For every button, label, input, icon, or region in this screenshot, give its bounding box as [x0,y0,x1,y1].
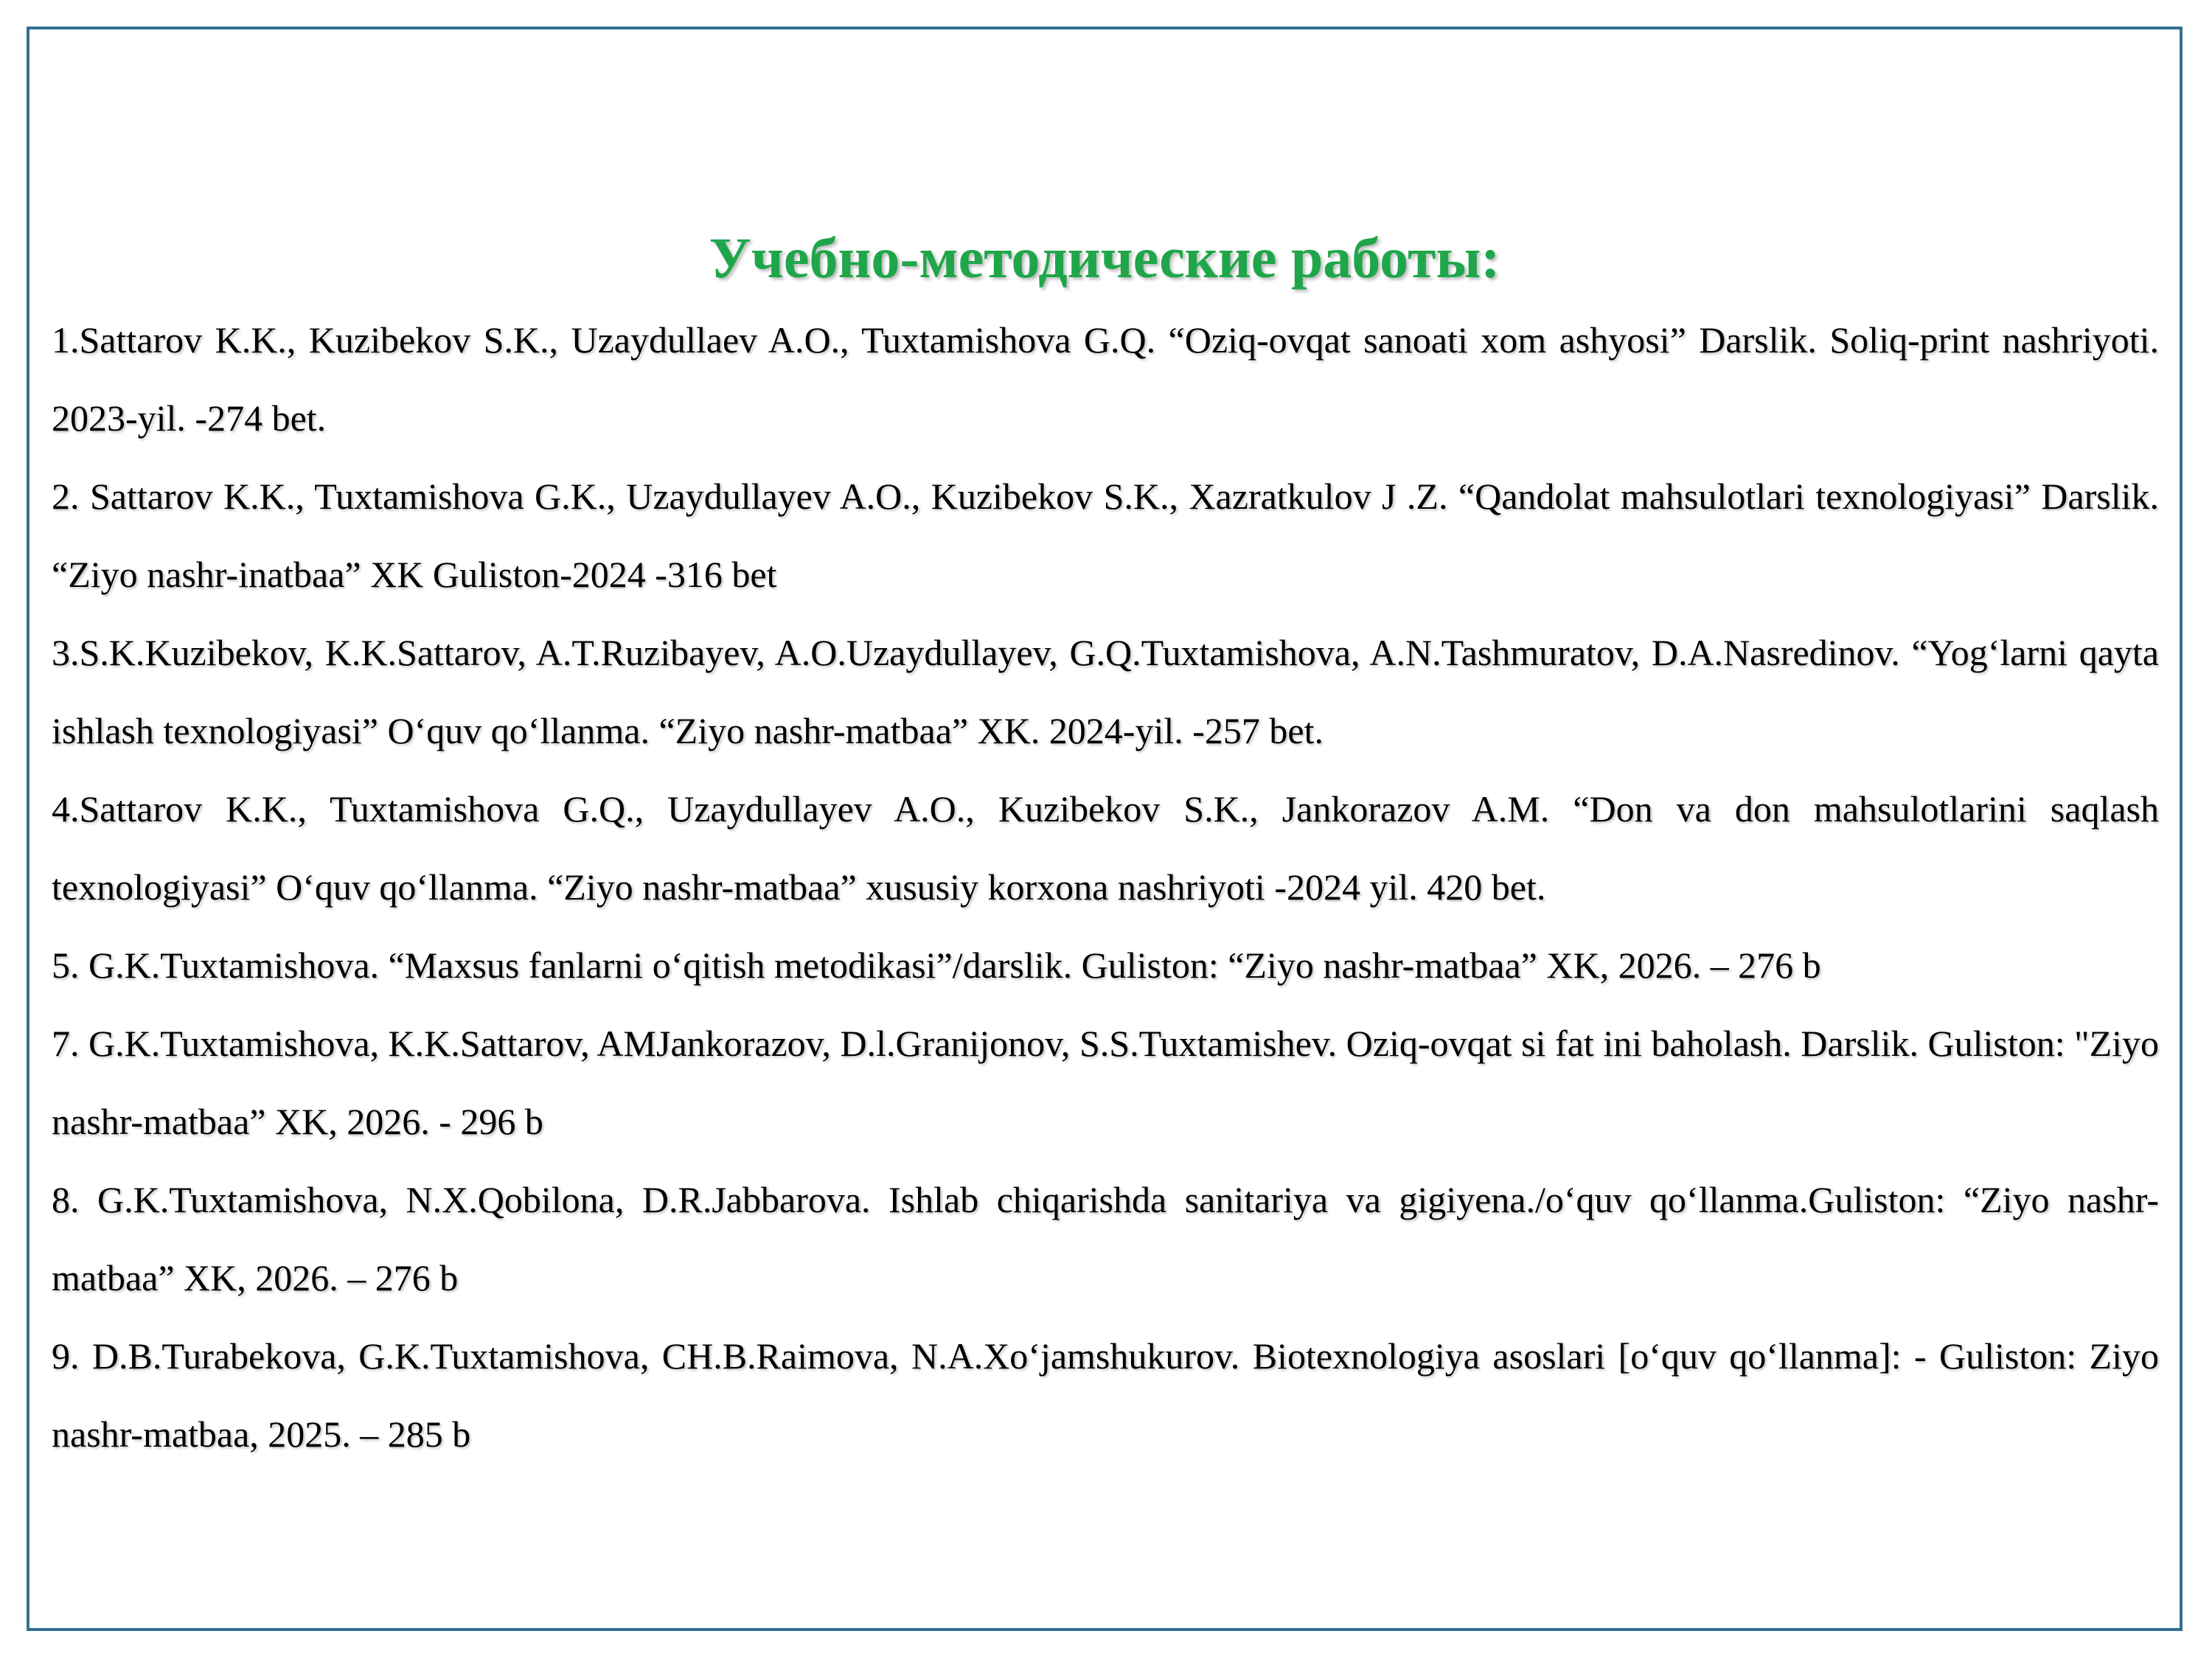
reference-item: 3.S.K.Kuzibekov, K.K.Sattarov, A.T.Ruzibayev, A.O.Uzaydullayev, G.Q.Tuxtamishova, A.N.Tashmuratov, D.A.Nasredinov. “Yog‘larni qayta ishlash texnologiyasi” O‘quv qo‘llanma. “Ziyo nashr-matbaa” XK. 2024-yil. -257 bet. [52,632,2159,751]
reference-item: 1.Sattarov K.K., Kuzibekov S.K., Uzaydullaev A.O., Tuxtamishova G.Q. “Oziq-ovqat sanoati xom ashyosi” Darslik. Soliq-print nashriyoti. 2023-yil. -274 bet. [52,319,2159,439]
reference-item: 5. G.K.Tuxtamishova. “Maxsus fanlarni o‘qitish metodikasi”/darslik. Guliston: “Ziyo nashr-matbaa” XK, 2026. – 276 b [52,945,1821,986]
slide-frame [27,27,2183,1631]
reference-item: 2. Sattarov K.K., Tuxtamishova G.K., Uzaydullayev A.O., Kuzibekov S.K., Xazratkulov J .Z. “Qandolat mahsulotlari texnologiyasi” Darslik. “Ziyo nashr-inatbaa” XK Guliston-2024 -316 bet [52,476,2159,595]
reference-item: 7. G.K.Tuxtamishova, K.K.Sattarov, AMJankorazov, D.l.Granijonov, S.S.Tuxtamishev. Oziq-ovqat si fat ini baholash. Darslik. Guliston: "Ziyo nashr-matbaa” XK, 2026. - 296 b [52,1023,2159,1142]
slide-title: Учебно-методические работы: [709,226,1500,290]
reference-item: 4.Sattarov K.K., Tuxtamishova G.Q., Uzaydullayev A.O., Kuzibekov S.K., Jankorazov A.M. “Don va don mahsulotlarini saqlash texnologiyasi” O‘quv qo‘llanma. “Ziyo nashr-matbaa” xususiy korxona nashriyoti -2024 yil. 420 bet. [52,788,2159,908]
reference-item: 9. D.B.Turabekova, G.K.Tuxtamishova, CH.B.Raimova, N.A.Xo‘jamshukurov. Biotexnologiya asoslari [o‘quv qo‘llanma]: - Guliston: Ziyo nashr-matbaa, 2025. – 285 b [52,1335,2159,1455]
reference-list [52,301,2159,1473]
reference-item: 8. G.K.Tuxtamishova, N.X.Qobilona, D.R.Jabbarova. Ishlab chiqarishda sanitariya va gigiyena./o‘quv qo‘llanma.Guliston: “Ziyo nashr-matbaa” XK, 2026. – 276 b [52,1179,2159,1298]
